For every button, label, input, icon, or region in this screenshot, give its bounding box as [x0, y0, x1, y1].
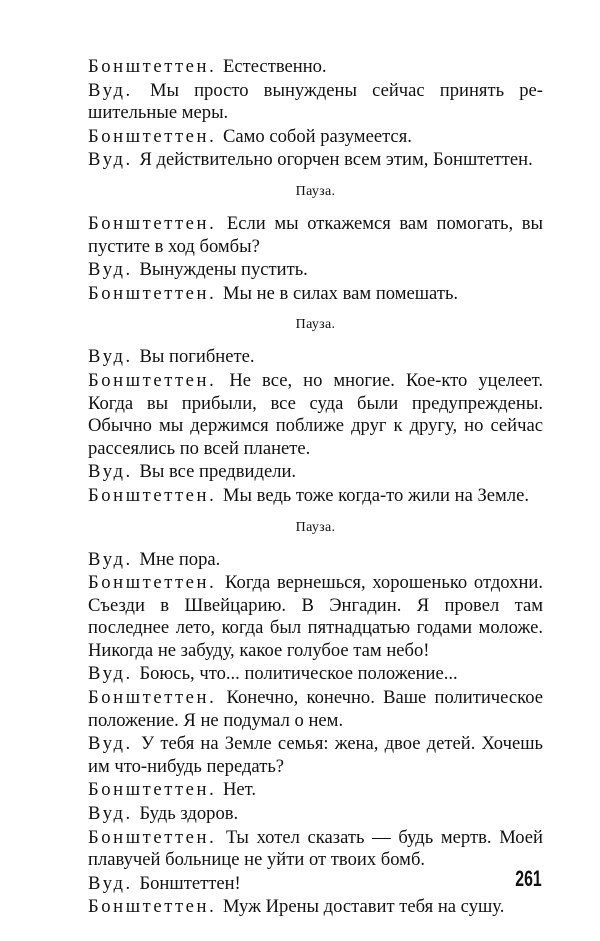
dialogue-line [88, 485, 543, 508]
dialogue-line [88, 572, 543, 662]
speech-text: Бонштеттен! [139, 872, 241, 894]
speech-text: Не все, но многие. Кое-кто уцелеет. Когда вы прибыли, все суда были предупреждены. Обычно мы держимся поближе друг к другу, но сейчас рассеялись по всей планете. [88, 369, 543, 459]
dialogue-line [88, 779, 543, 802]
speaker-name: Вуд. [88, 663, 133, 685]
speech-text: Боюсь, что... политическое положение... [139, 663, 458, 685]
dialogue-line [88, 56, 543, 79]
speech-text: Само собой разумеется. [222, 125, 412, 147]
speaker-name: Бонштеттен. [88, 212, 217, 234]
dialogue-line [88, 827, 543, 872]
dialogue-line [88, 346, 543, 369]
speech-text: Мы не в силах вам помешать. [222, 282, 459, 304]
dialogue-line [88, 873, 543, 896]
dialogue-line [88, 461, 543, 484]
dialogue-line [88, 549, 543, 572]
speech-text: Конечно, конечно. Ваше политическое положение. Я не подумал о нем. [88, 687, 543, 731]
speaker-name: Вуд. [88, 803, 133, 825]
stage-direction-pause: Пауза. [295, 183, 336, 199]
speaker-name: Бонштеттен. [88, 779, 217, 801]
speech-text: Нет. [222, 779, 257, 801]
speaker-name: Вуд. [88, 259, 133, 281]
speaker-name: Бонштеттен. [88, 826, 217, 848]
speaker-name: Бонштеттен. [88, 572, 217, 594]
dialogue-line [88, 663, 543, 686]
speech-text: Вынуждены пустить. [139, 259, 308, 281]
speech-text: Вы все предвидели. [139, 461, 297, 483]
dialogue-line [88, 803, 543, 826]
speech-text: Если мы откажемся вам помогать, вы пустите в ход бомбы? [88, 212, 543, 257]
speaker-name: Бонштеттен. [88, 56, 217, 77]
speech-text: Будь здоров. [139, 803, 239, 825]
speaker-name: Вуд. [88, 79, 133, 101]
speaker-name: Вуд. [88, 149, 133, 171]
dialogue-line [88, 149, 543, 172]
speaker-name: Вуд. [88, 461, 133, 483]
dialogue-line [88, 126, 543, 149]
speaker-name: Вуд. [88, 346, 133, 368]
dialogue-line [88, 80, 543, 125]
speaker-name: Бонштеттен. [88, 484, 217, 506]
dialogue-line [88, 896, 543, 919]
speech-text: У тебя на Земле семья: жена, двое детей. Хочешь им что-нибудь передать? [88, 733, 543, 777]
speaker-name: Бонштеттен. [88, 687, 217, 709]
speaker-name: Бонштеттен. [88, 896, 217, 918]
stage-direction-pause: Пауза. [295, 519, 336, 535]
speaker-name: Вуд. [88, 872, 133, 894]
speaker-name: Бонштеттен. [88, 282, 217, 304]
speech-text: Я действительно огорчен всем этим, Бонштеттен. [139, 149, 533, 171]
speaker-name: Вуд. [88, 548, 133, 570]
speech-text: Мне пора. [139, 548, 221, 570]
speech-text: Мы просто вынуждены сейчас принять решительные меры. [88, 79, 543, 124]
speaker-name: Бонштеттен. [88, 369, 217, 391]
dialogue-line [88, 687, 543, 732]
page-number: 261 [515, 866, 542, 891]
speaker-name: Бонштеттен. [88, 125, 217, 147]
stage-direction-pause: Пауза. [295, 317, 336, 333]
speech-text: Ты хотел сказать — будь мертв. Моей плавучей больнице не уйти от твоих бомб. [88, 826, 543, 871]
dialogue-line [88, 283, 543, 306]
dialogue-text [88, 56, 543, 919]
dialogue-line [88, 213, 543, 258]
dialogue-line [88, 259, 543, 282]
dialogue-line [88, 733, 543, 778]
speaker-name: Вуд. [88, 733, 133, 755]
speech-text: Муж Ирены доставит тебя на сушу. [222, 896, 505, 918]
speech-text: Естественно. [222, 56, 327, 77]
dialogue-line [88, 370, 543, 460]
speech-text: Мы ведь тоже когда-то жили на Земле. [222, 484, 529, 506]
speech-text: Вы погибнете. [139, 346, 255, 368]
speech-text: Когда вернешься, хорошенько отдохни. Съезди в Швейцарию. В Энгадин. Я провел там последнее лето, когда был пятнадцатью годами моложе. Никогда не забуду, какое голубое там небо! [88, 572, 543, 661]
